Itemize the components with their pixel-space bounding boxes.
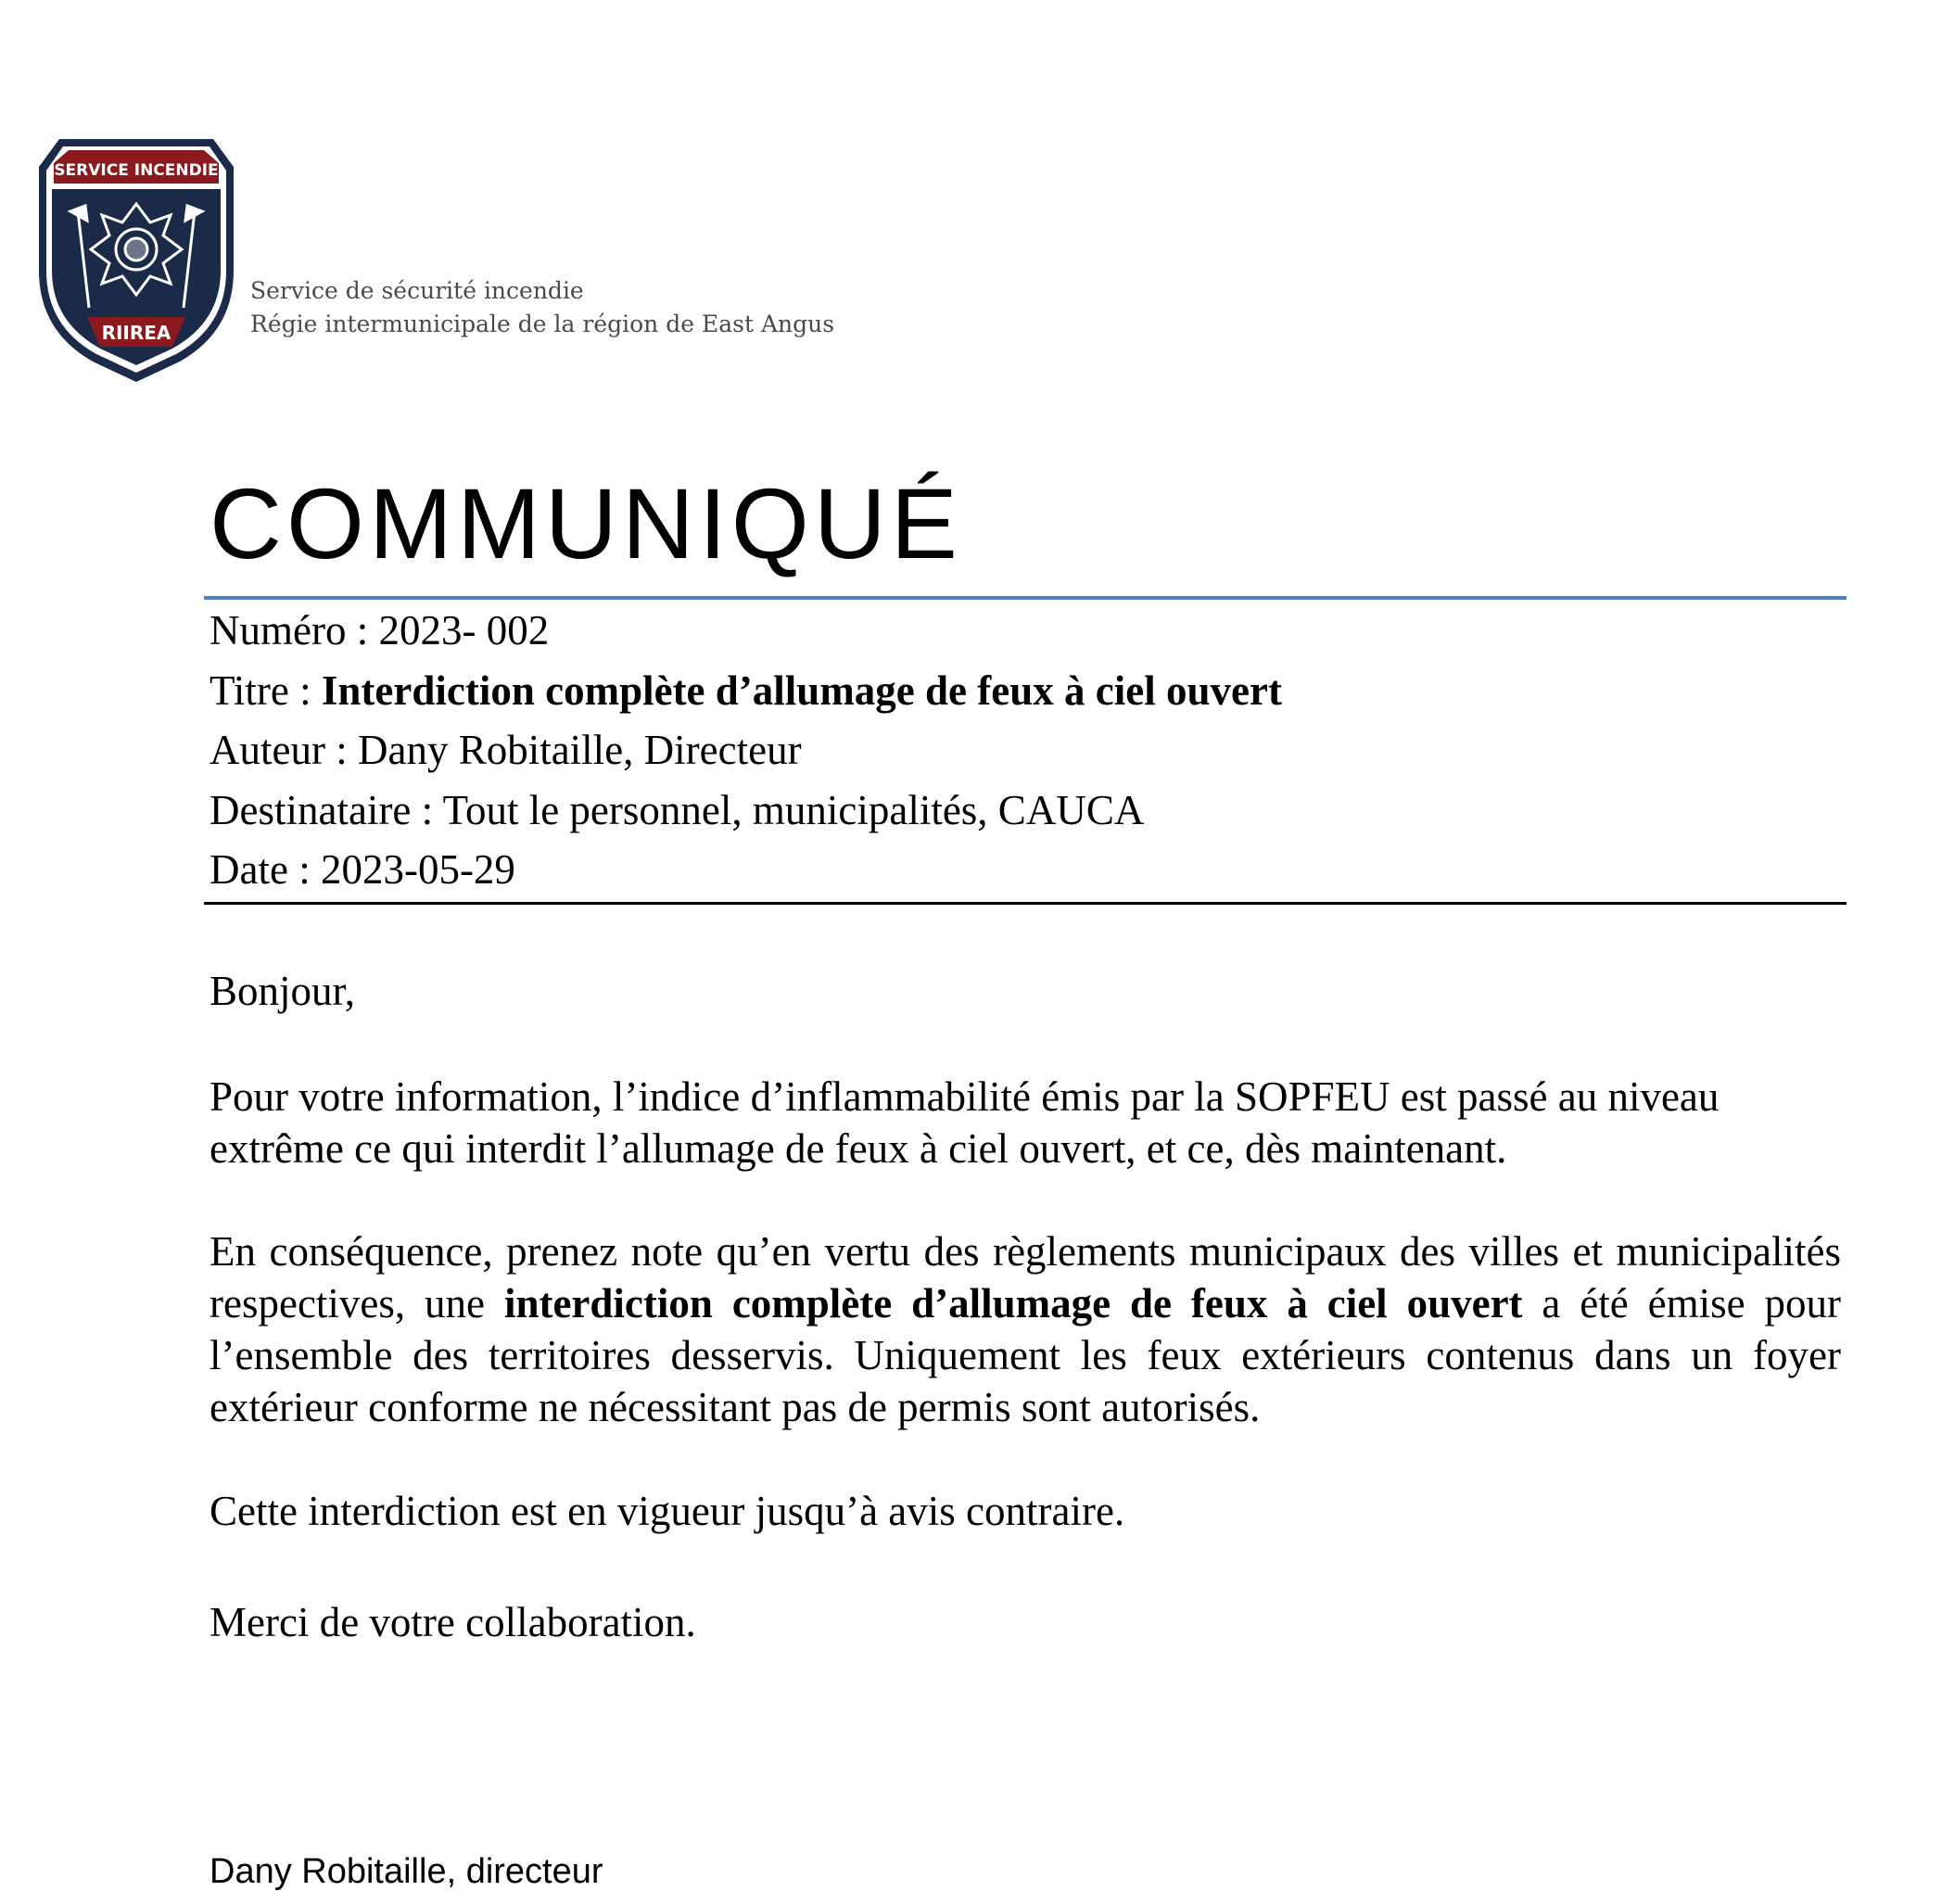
titre-value: Interdiction complète d’allumage de feux à ciel ouvert xyxy=(321,666,1282,714)
greeting xyxy=(209,965,1841,1017)
title-divider xyxy=(204,596,1847,600)
destinataire-label: Destinataire : xyxy=(209,786,443,833)
destinataire-value: Tout le personnel, municipalités, CAUCA xyxy=(442,786,1145,833)
signature: Dany Robitaille, directeur xyxy=(209,1852,603,1891)
logo-top-text: SERVICE INCENDIE xyxy=(54,161,219,180)
auteur-row xyxy=(209,720,1282,781)
auteur-value: Dany Robitaille, Directeur xyxy=(357,727,802,773)
titre-row xyxy=(209,661,1282,721)
paragraph-3-text: Cette interdiction est en vigueur jusqu’à avis contraire. xyxy=(209,1488,1125,1534)
communique-metadata xyxy=(209,601,1282,900)
greeting-text: Bonjour, xyxy=(209,968,355,1014)
paragraph-2-start: En conséquence, prenez note qu’en vertu des règlements municipaux des villes et municipalités respectives, une xyxy=(209,1228,1841,1326)
paragraph-3 xyxy=(209,1485,1841,1537)
paragraph-2-end: a été émise pour l’ensemble des territoires desservis. Uniquement les feux extérieurs contenus dans un foyer extérieur conforme ne nécessitant pas de permis sont autorisés. xyxy=(209,1280,1841,1430)
organization-line-1: Service de sécurité incendie xyxy=(250,277,584,304)
destinataire-row xyxy=(209,781,1282,841)
date-value: 2023-05-29 xyxy=(320,846,515,893)
paragraph-2-bold: interdiction complète d’allumage de feux à ciel ouvert xyxy=(503,1280,1523,1326)
numero-label: Numéro : xyxy=(209,607,379,654)
titre-label: Titre : xyxy=(209,666,322,714)
paragraph-2-text xyxy=(209,1225,1841,1433)
auteur-label: Auteur : xyxy=(209,727,358,773)
numero-value: 2023- 002 xyxy=(378,607,550,654)
page-title: COMMUNIQUÉ xyxy=(209,467,962,579)
closing xyxy=(209,1596,1841,1648)
metadata-divider xyxy=(204,902,1847,905)
paragraph-1 xyxy=(209,1071,1841,1174)
date-row xyxy=(209,840,1282,900)
paragraph-2 xyxy=(209,1225,1841,1433)
numero-row xyxy=(209,601,1282,661)
closing-text: Merci de votre collaboration. xyxy=(209,1599,696,1645)
fire-department-logo xyxy=(32,132,241,386)
organization-name xyxy=(250,274,834,341)
paragraph-1-text: Pour votre information, l’indice d’inflammabilité émis par la SOPFEU est passé au niveau extrême ce qui interdit l’allumage de feux à ciel ouvert, et ce, dès maintenant. xyxy=(209,1073,1720,1172)
organization-line-2: Régie intermunicipale de la région de East Angus xyxy=(250,311,835,337)
logo-bottom-text: RIIREA xyxy=(101,322,171,344)
date-label: Date : xyxy=(209,846,321,893)
